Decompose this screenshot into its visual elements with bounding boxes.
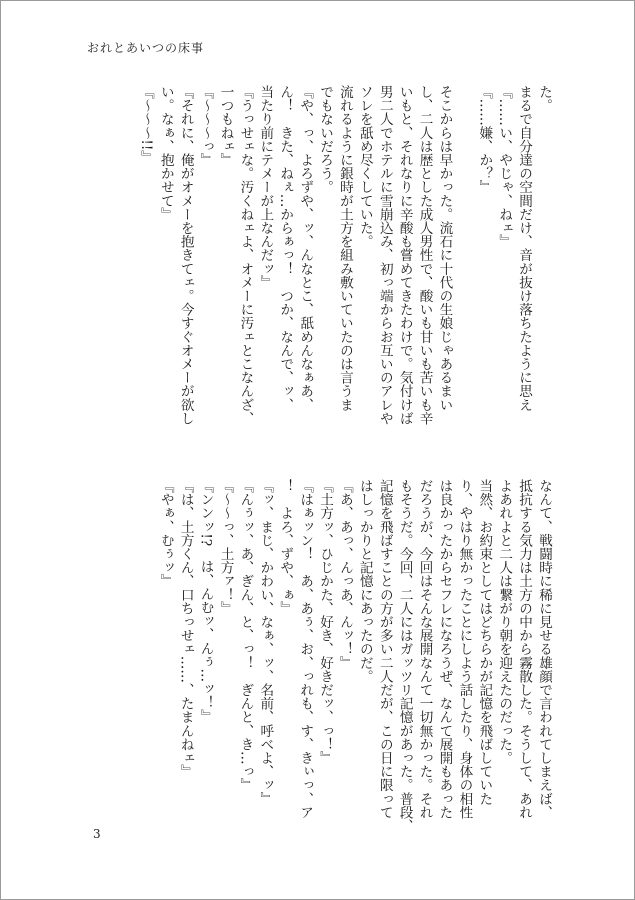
text-line: 『んぅッ、あ、ぎん、と、っ！ ぎんと、き…っ』 (237, 479, 254, 792)
text-line: だろうが、今回はそんな展開なんて一切無かった。それ (416, 479, 433, 819)
text-line: は良かったからセフレになろうぜ、なんて展開もあった (436, 479, 453, 819)
text-line: 『は、土方くん、口ちっせェ……、たまんねェ』 (177, 479, 194, 779)
text-line: まるで自分達の空間だけ、音が抜け落ちたように思え (516, 85, 533, 412)
text-line: 『や、っ、よろずや、ッ、んなとこ、舐めんなぁあ、 (297, 85, 314, 412)
text-line: 一つもねェ』 (217, 85, 234, 167)
text-line: た。 (536, 85, 552, 113)
running-header: おれとあいつの床事 (87, 41, 205, 55)
text-line: 『……嫌、か？』 (476, 85, 493, 194)
text-line: 記憶を飛ばすことの方が多い二人だが、この日に限って (376, 479, 393, 819)
text-line: 流れるように銀時が土方を組み敷いていたのは言うま (336, 85, 353, 412)
text-line: 『……い、やじゃ、ねェ』 (496, 85, 513, 249)
text-line: 『ンンッ!? は、んむッ、んぅ…ッ！』 (197, 479, 214, 723)
text-line: 男二人でホテルに雪崩込み、初っ端からお互いのアレや (376, 85, 393, 425)
text-line: 当たり前にテメーが上なんだッ』 (257, 85, 274, 289)
text-line: はしっかりと記憶にあったのだ。 (356, 479, 373, 683)
text-line: 当然、お約束としてはどちらかが記憶を飛ばしていた (476, 479, 493, 806)
text-line: り、やはり無かったことにしよう話したり、身体の相性 (456, 479, 473, 819)
text-line: もそうだ。今回、二人にはガッツリ記憶があった。普段、 (396, 479, 413, 833)
lower-text-block (83, 479, 553, 837)
text-line: 『土方ッ、ひじかた、好き、好きだッ、っ！』 (317, 479, 334, 765)
text-line: 『やぁ、むぅッ』 (157, 479, 174, 588)
text-line: 『うっせェな。汚くねェよ、オメーに汚ェとこなんざ、 (237, 85, 254, 425)
text-line: 『あ、あっ、んっあ、んッ！』 (336, 479, 353, 670)
text-line: 抵抗する気力は土方の中から霧散した。そうして、あれ (516, 479, 533, 819)
upper-text-block (87, 85, 553, 443)
text-line: ソレを舐め尽くしていた。 (356, 85, 373, 249)
text-line: 『～～～!!』 (137, 85, 154, 164)
text-line: よあれよと二人は繋がり朝を迎えたのだった。 (496, 479, 513, 765)
text-line: そこからは早かった。流石に十代の生娘じゃあるまい (436, 85, 453, 412)
text-line: ん！ きた、ねぇ…からぁっ！ つか、なんで、ッ、 (277, 85, 294, 412)
page-number: 3 (93, 827, 101, 841)
text-line: い。なぁ、抱かせて』 (157, 85, 174, 221)
text-line: ！ よろ、ずや、ぁ』 (277, 479, 294, 615)
text-line: なんて、戦闘時に稀に見せる雄顔で言われてしまえば、 (536, 479, 552, 819)
text-line: 『はぁッン！ あ、あぅ、お、っれも、す、きぃっ、ア (297, 479, 314, 819)
text-line: 『～～～っ』 (197, 85, 214, 167)
text-line: 『それに、俺がオメーを抱きてェ。今すぐオメーが欲し (177, 85, 194, 425)
text-line: いもと、それなりに辛酸も嘗めてきたわけで。気付けば (396, 85, 413, 425)
blank-line (453, 85, 473, 443)
text-line: でもないだろう。 (317, 85, 334, 194)
text-line: 『ッ、まじ、かわい、なぁ、ッ、名前、呼べよ、ッ』 (257, 479, 274, 806)
text-line: し、二人は歴とした成人男性で、酸いも甘いも苦いも辛 (416, 85, 433, 425)
text-line: 『～～っ、土方ァ！』 (217, 479, 234, 615)
